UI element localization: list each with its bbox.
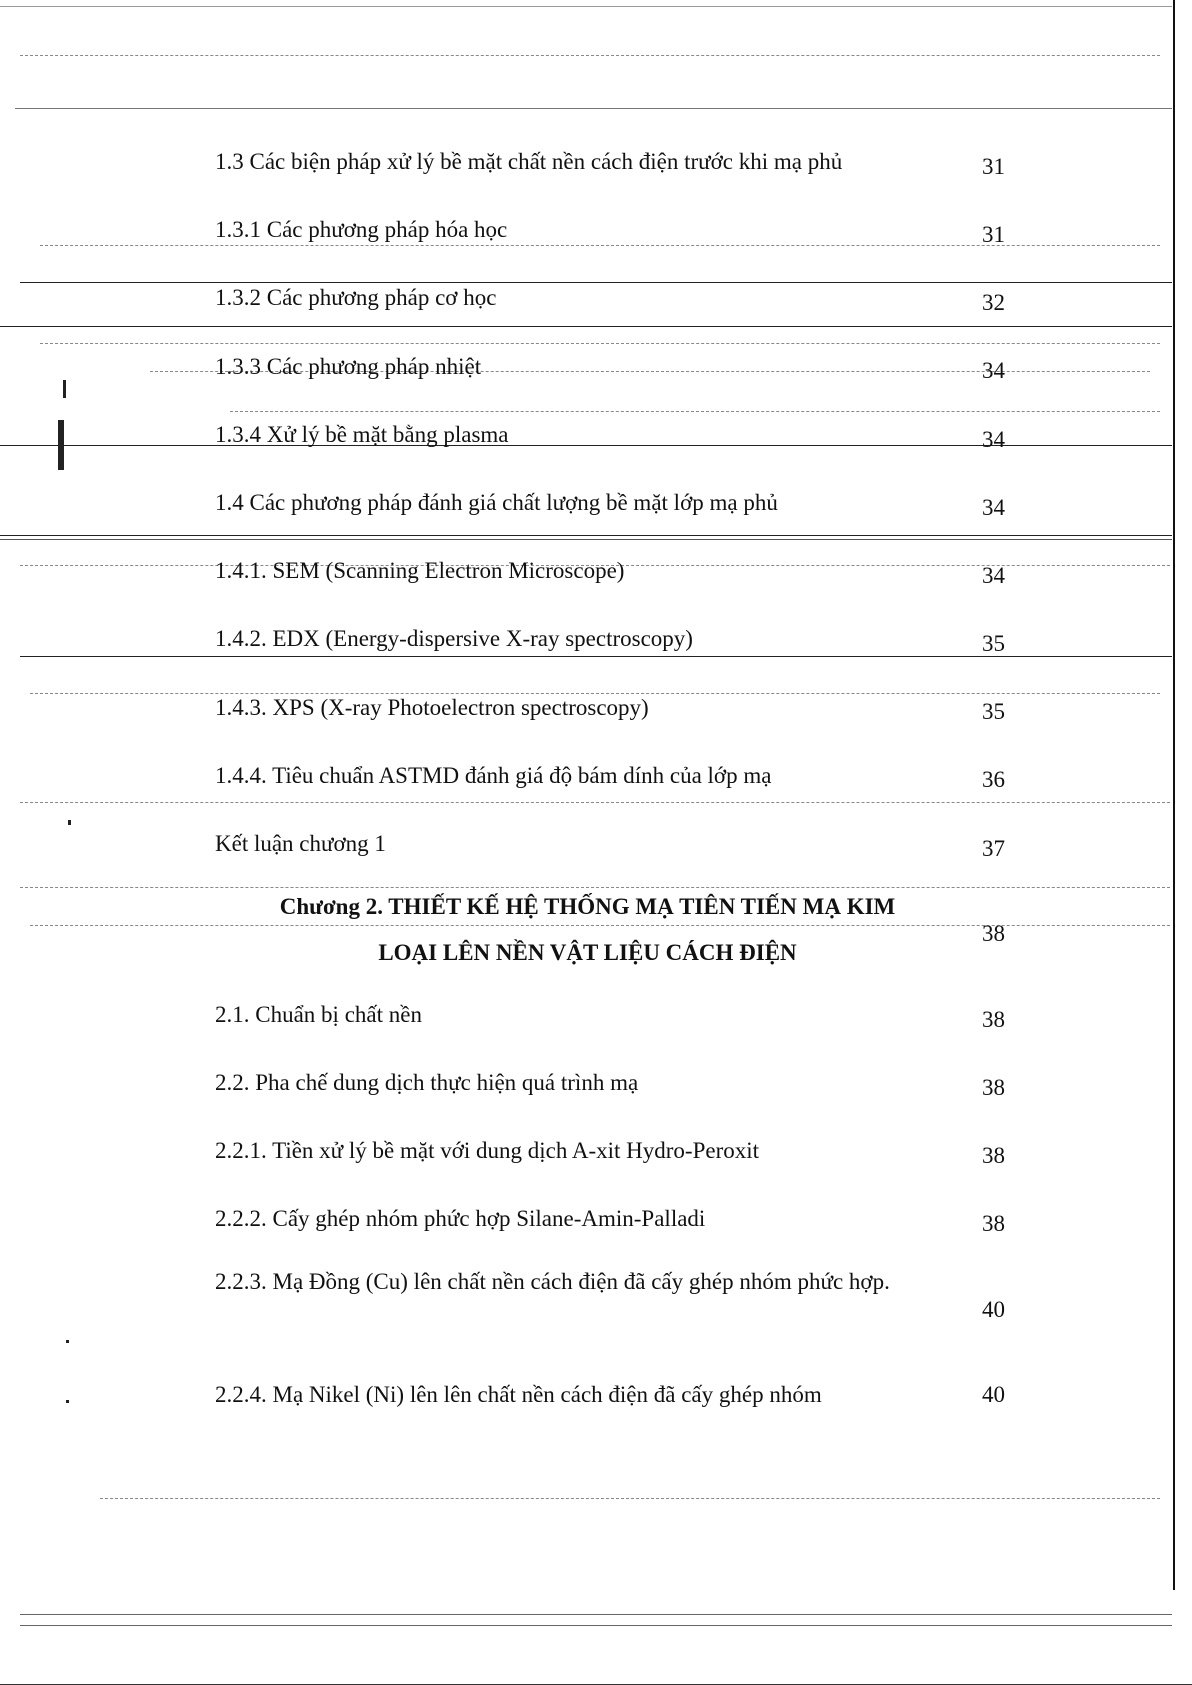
toc-entry: 1.3.2 Các phương pháp cơ học (215, 285, 497, 310)
toc-entry: 1.3 Các biện pháp xử lý bề mặt chất nền cách điện trước khi mạ phủ (215, 149, 843, 174)
scan-line (20, 802, 1170, 803)
toc-entry: 2.2.2. Cấy ghép nhóm phức hợp Silane-Amin-Palladi (215, 1206, 706, 1231)
toc-page-number: 34 (982, 427, 1005, 452)
scan-line (230, 411, 1160, 412)
toc-page-number: 40 (982, 1297, 1005, 1322)
scan-line (0, 6, 1172, 7)
scan-speck (63, 380, 66, 398)
toc-entry: 2.1. Chuẩn bị chất nền (215, 1002, 422, 1027)
toc-entry: 1.4 Các phương pháp đánh giá chất lượng bề mặt lớp mạ phủ (215, 490, 778, 515)
toc-page-number: 38 (982, 1143, 1005, 1168)
toc-entry: 2.2. Pha chế dung dịch thực hiện quá trình mạ (215, 1070, 639, 1095)
toc-page-number: 38 (982, 921, 1005, 946)
toc-entry: 2.2.1. Tiền xử lý bề mặt với dung dịch A-xit Hydro-Peroxit (215, 1138, 760, 1163)
scan-speck (58, 420, 64, 470)
scan-line (20, 55, 1160, 56)
scan-speck (68, 820, 71, 825)
chapter-heading-line2: LOẠI LÊN NỀN VẬT LIỆU CÁCH ĐIỆN (378, 940, 797, 965)
toc-page-number: 31 (982, 154, 1005, 179)
toc-entry: 1.3.3 Các phương pháp nhiệt (215, 354, 482, 379)
toc-page-number: 38 (982, 1007, 1005, 1032)
toc-page-number: 38 (982, 1075, 1005, 1100)
chapter-heading-line1: Chương 2. THIẾT KẾ HỆ THỐNG MẠ TIÊN TIẾN MẠ KIM (279, 894, 896, 919)
toc-entry: 1.4.2. EDX (Energy-dispersive X-ray spectroscopy) (215, 626, 693, 651)
scan-line (20, 1614, 1172, 1615)
toc-entry: 1.4.1. SEM (Scanning Electron Microscope) (215, 558, 625, 583)
scan-line (40, 343, 1160, 344)
scan-line (0, 326, 1172, 327)
scan-line (15, 108, 1172, 109)
toc-page-number: 35 (982, 699, 1005, 724)
toc-entry: 1.3.4 Xử lý bề mặt bằng plasma (215, 422, 509, 447)
scan-line (20, 1625, 1172, 1626)
toc-page-number: 36 (982, 767, 1005, 792)
toc-page-number: 38 (982, 1211, 1005, 1236)
scan-border (1173, 0, 1175, 1590)
toc-page-number: 34 (982, 495, 1005, 520)
toc-entry: 2.2.4. Mạ Nikel (Ni) lên lên chất nền cách điện đã cấy ghép nhóm (215, 1382, 822, 1407)
toc-page-number: 40 (982, 1382, 1005, 1407)
toc-page-number: 37 (982, 836, 1005, 861)
toc-page-number: 34 (982, 358, 1005, 383)
toc-page-number: 32 (982, 290, 1005, 315)
scan-speck (66, 1400, 69, 1403)
scan-speck (66, 1340, 69, 1343)
toc-entry: 1.4.3. XPS (X-ray Photoelectron spectroscopy) (215, 695, 649, 720)
scan-line (0, 535, 1172, 536)
scan-line (100, 1498, 1160, 1499)
toc-page-number: 35 (982, 631, 1005, 656)
toc-page-number: 31 (982, 222, 1005, 247)
toc-entry: Kết luận chương 1 (215, 831, 386, 856)
toc-entry: 1.4.4. Tiêu chuẩn ASTMD đánh giá độ bám dính của lớp mạ (215, 763, 772, 788)
scan-line (20, 282, 1172, 283)
toc-entry: 2.2.3. Mạ Đồng (Cu) lên chất nền cách điện đã cấy ghép nhóm phức hợp. (215, 1269, 890, 1294)
scan-line (0, 539, 1172, 540)
toc-entry: 1.3.1 Các phương pháp hóa học (215, 217, 508, 242)
toc-page-number: 34 (982, 563, 1005, 588)
